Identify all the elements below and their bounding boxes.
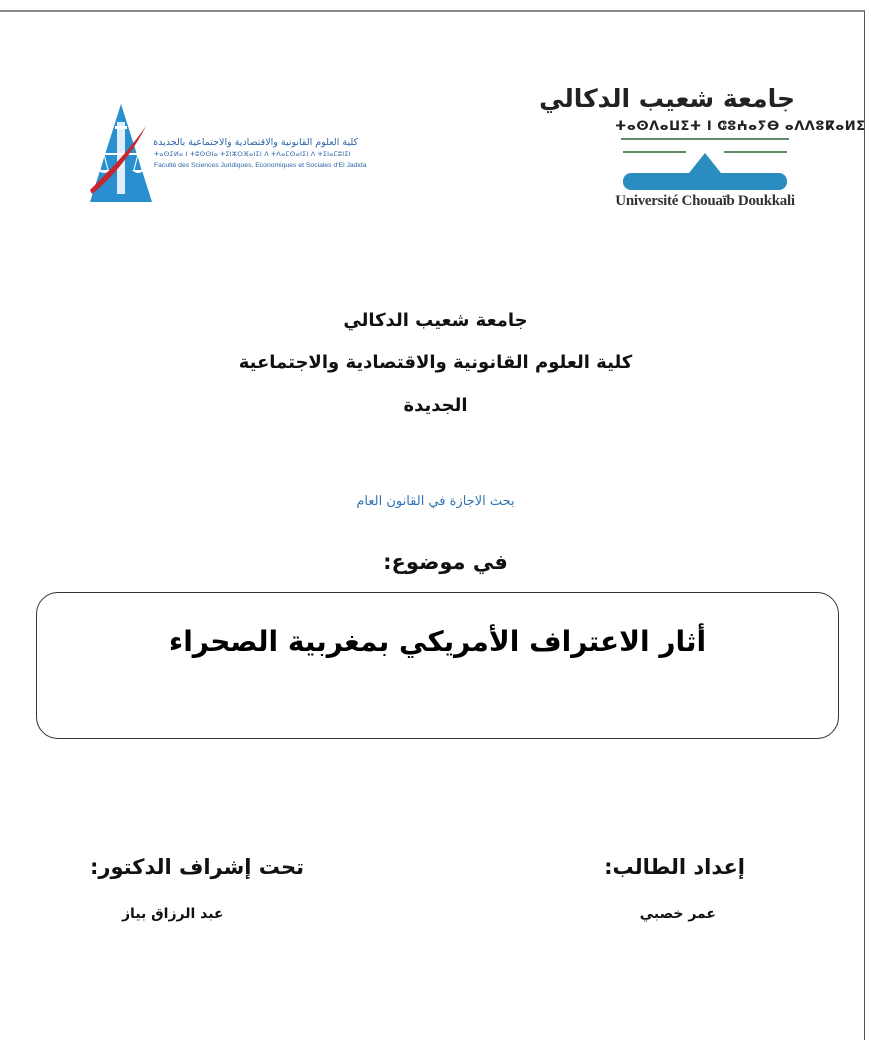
faculty-logo-arabic-name: كلية العلوم القانونية والاقتصادية والاجتماعية بالجديدة: [153, 137, 358, 148]
student-name: عمر خصبي: [639, 906, 716, 922]
faculty-logo-tifinagh-name: ⵜⴰⵙⵉⵍⴰ ⵏ ⵜⵓⵙⵙⵏⴰ ⵜⵉⵏⵣⵔⴼⴰⵏⵉⵏ ⴷ ⵜⴷⴰⵎⵙⴰⵏⵉⵏ ⴷ ⵜⵉⵏⴰⵎⵓⵏⵉⵏ: [154, 150, 351, 158]
faculty-logo-french-name: Faculté des Sciences Juridiques, Economiques et Sociales d'El Jadida: [154, 162, 367, 169]
subject-label: في موضوع:: [383, 550, 508, 574]
university-logo-arabic-name: جامعة شعيب الدكالي: [539, 84, 795, 113]
header-faculty: كلية العلوم القانونية والاقتصادية والاجتماعية: [238, 352, 633, 373]
supervisor-label: تحت إشراف الدكتور:: [90, 855, 305, 879]
university-emblem-icon: [615, 145, 795, 191]
faculty-logo: [88, 102, 367, 207]
header-city: الجديدة: [403, 395, 468, 416]
university-logo-french-name: Université Chouaïb Doukkali: [615, 193, 795, 209]
university-logo-tifinagh-name: ⵜⴰⵙⴷⴰⵡⵉⵜ ⵏ ⵛⵓⵄⴰⵢⴱ ⴰⴷⴷⵓⴽⴰⵍⵉ: [615, 119, 866, 134]
title-box: [36, 592, 839, 739]
faculty-emblem-icon: [88, 102, 154, 207]
research-type: بحث الاجازة في القانون العام: [356, 494, 515, 509]
supervisor-name: عبد الرزاق بياز: [122, 906, 224, 922]
university-logo: [539, 82, 866, 232]
student-label: إعداد الطالب:: [604, 855, 745, 879]
document-title: أثار الاعتراف الأمريكي بمغربية الصحراء: [168, 625, 707, 658]
logo-green-rule: [621, 138, 789, 140]
header-university: جامعة شعيب الدكالي: [343, 310, 528, 331]
